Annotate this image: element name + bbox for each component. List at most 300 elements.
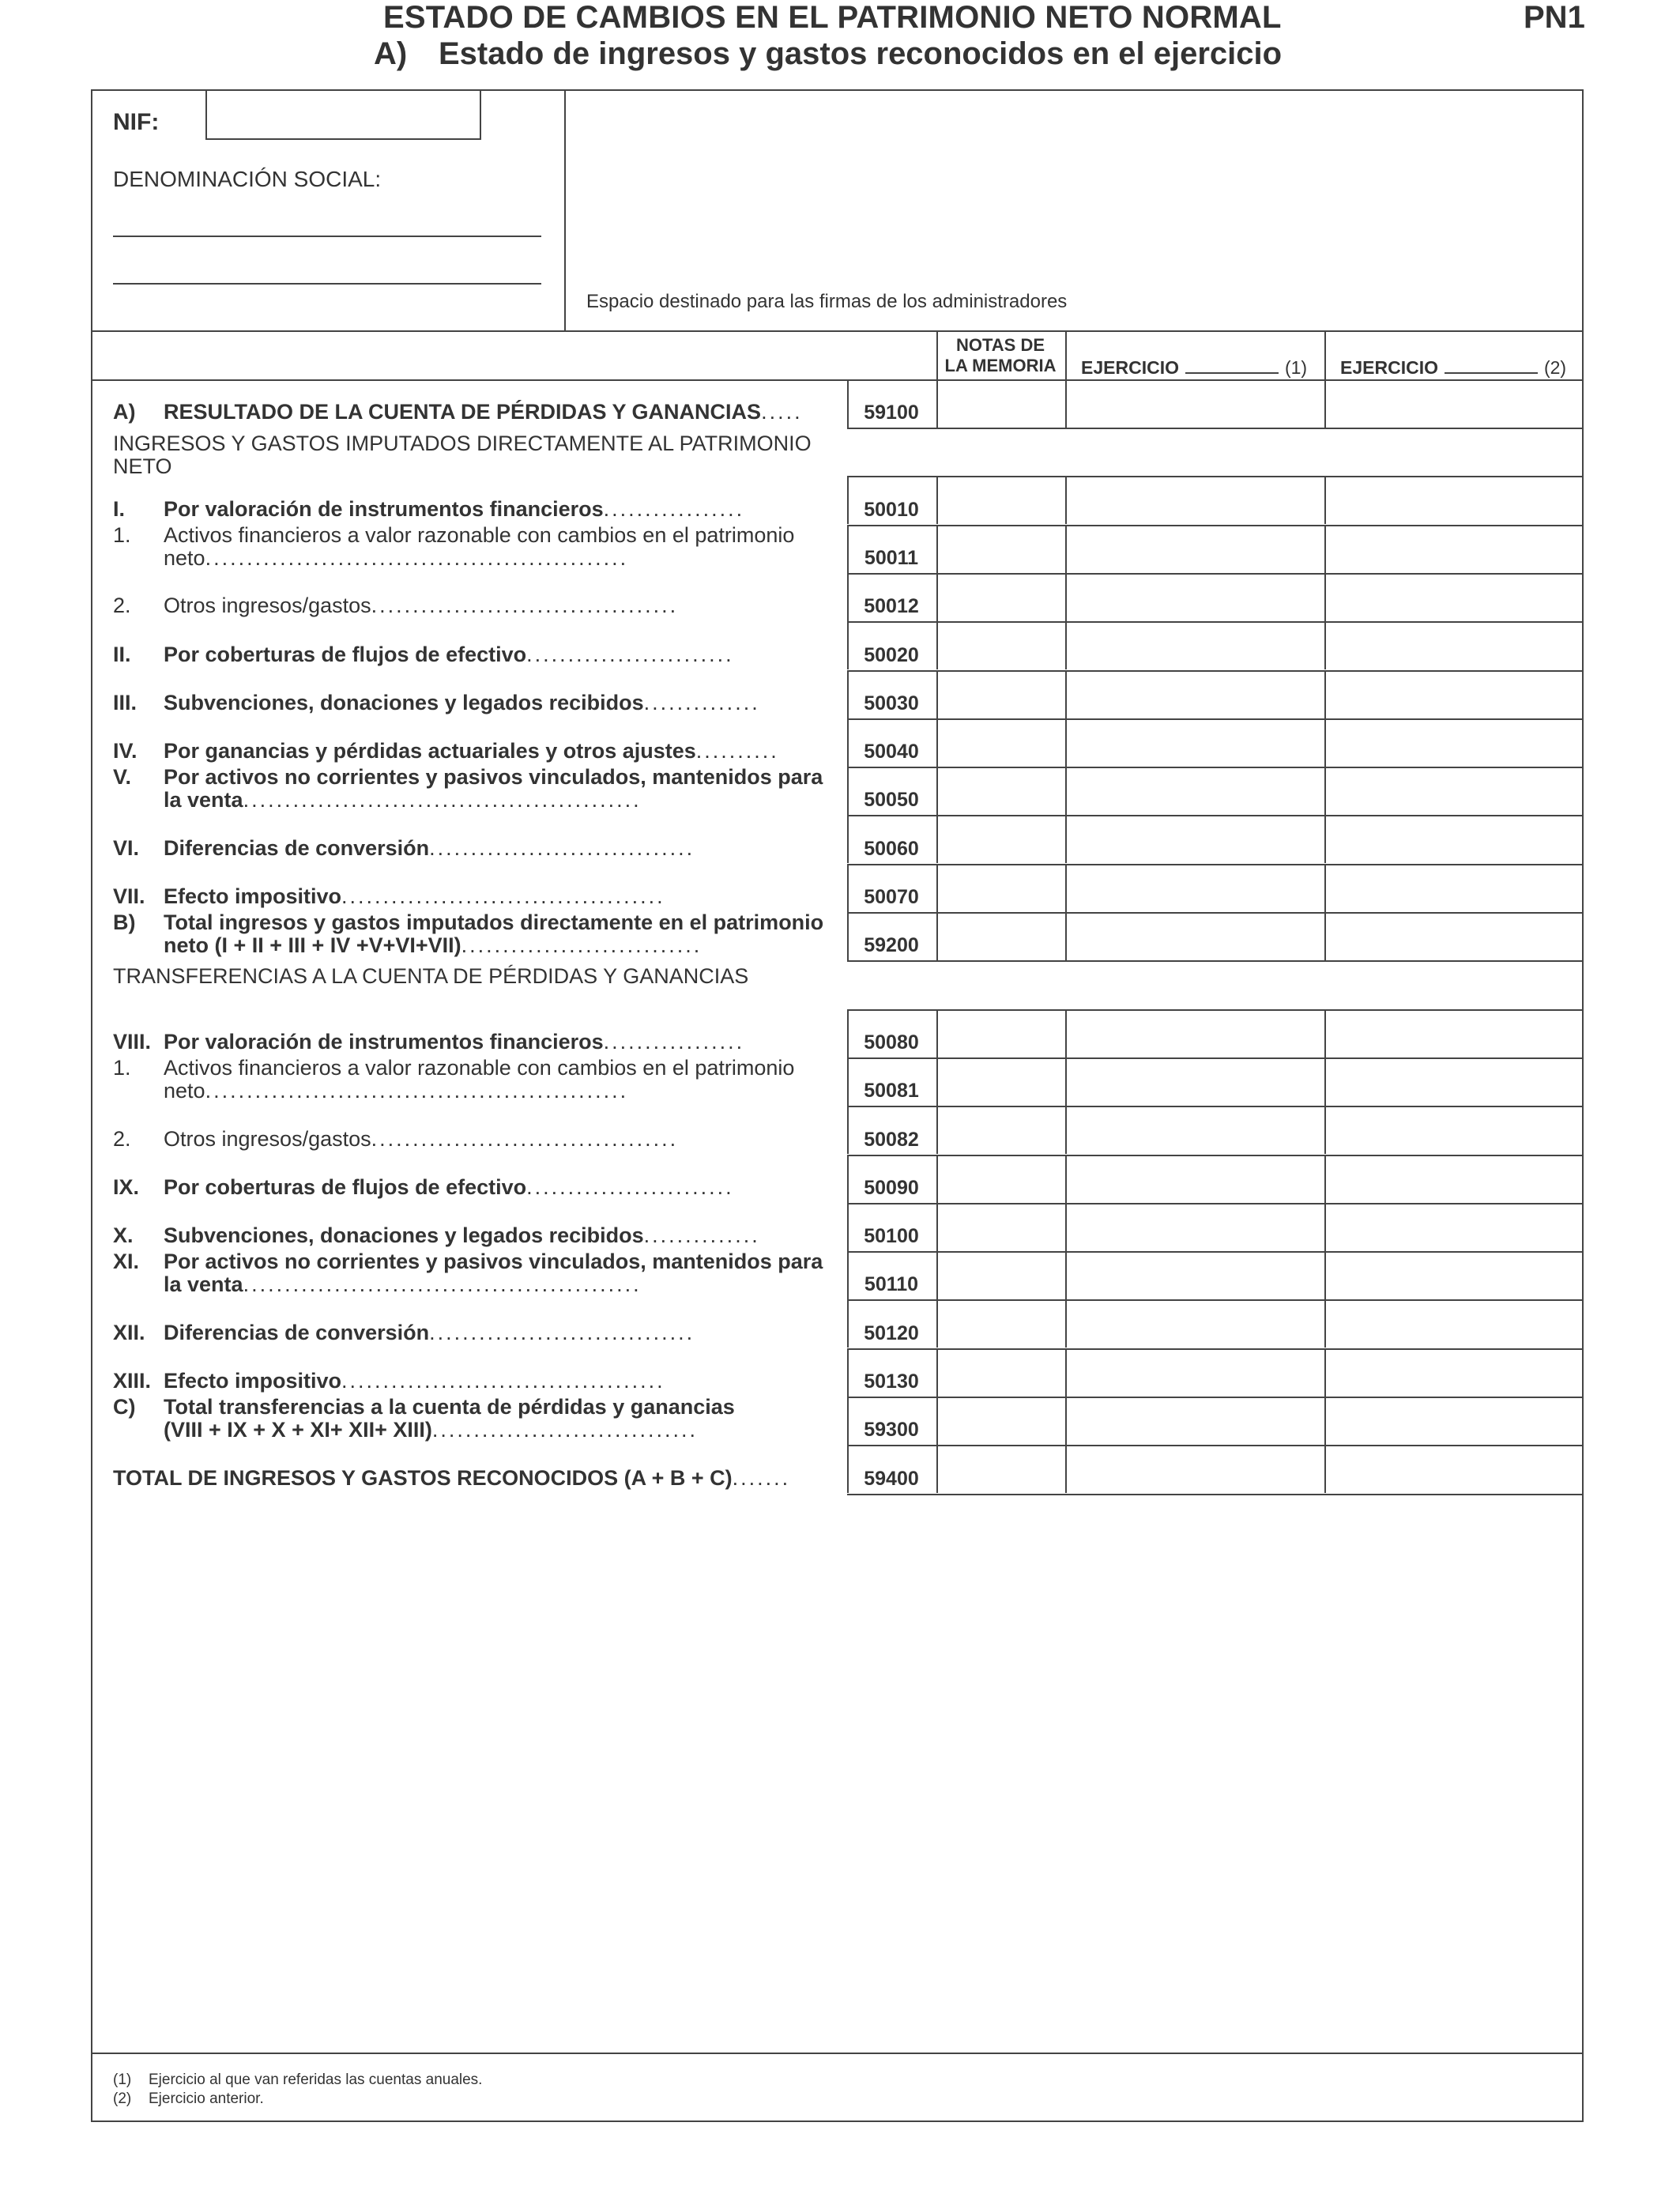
row-label-text: Otros ingresos/gastos <box>164 1127 371 1151</box>
row-rule-top <box>847 476 1584 477</box>
notas-cell[interactable] <box>936 1397 1065 1445</box>
row-rule <box>847 428 1584 429</box>
ejercicio-2-label: EJERCICIO <box>1340 357 1438 378</box>
notas-col-divider <box>936 767 938 815</box>
section-heading-cont: NETO <box>113 454 172 478</box>
leader-dots: ......................... <box>526 1175 734 1199</box>
row-label <box>164 885 946 908</box>
row-code: 50050 <box>864 789 919 811</box>
ejercicio-2-cell[interactable] <box>1324 1009 1584 1057</box>
leader-dots: ................................................... <box>205 1079 629 1103</box>
row-label <box>164 837 946 860</box>
leader-dots: .............. <box>643 1223 760 1247</box>
row-label <box>164 1176 946 1199</box>
row-label-text: Subvenciones, donaciones y legados recibidos <box>164 691 644 714</box>
ej2-col-divider <box>1324 621 1326 669</box>
ej2-col-divider <box>1324 476 1326 524</box>
ejercicio-2-cell[interactable] <box>1324 1397 1584 1445</box>
row-label-line2 <box>164 1419 946 1442</box>
subtitle-text: Estado de ingresos y gastos reconocidos en el ejercicio <box>439 36 1283 71</box>
row-code: 50011 <box>864 547 919 569</box>
ejercicio-1-cell[interactable] <box>1065 1009 1324 1057</box>
denominacion-line-2[interactable] <box>113 283 541 285</box>
row-number: XII. <box>113 1321 145 1344</box>
row-label-text: Por activos no corrientes y pasivos vinculados, mantenidos para <box>164 1250 823 1273</box>
ejercicio-2-cell[interactable] <box>1324 1155 1584 1203</box>
ejercicio-2-cell[interactable] <box>1324 718 1584 767</box>
row-label <box>164 1128 946 1151</box>
row-label <box>164 498 946 521</box>
ejercicio-1-label: EJERCICIO <box>1081 357 1179 378</box>
footnote-rule <box>91 2053 1584 2054</box>
row-code: 50012 <box>864 595 919 617</box>
notas-col-divider <box>936 1445 938 1493</box>
firmas-label: Espacio destinado para las firmas de los administradores <box>586 291 1068 312</box>
ej2-col-divider <box>1324 1299 1326 1348</box>
ej1-col-divider <box>1065 573 1067 621</box>
row-label-line1 <box>164 1370 946 1393</box>
ej2-col-divider <box>1324 1203 1326 1251</box>
row-label-line1 <box>164 498 946 521</box>
row-code: 59400 <box>864 1468 919 1490</box>
row-label-line1 <box>164 837 946 860</box>
row-label-text-cont: neto <box>164 1079 205 1103</box>
row-label-text-cont: neto <box>164 546 205 570</box>
row-label-text: Por valoración de instrumentos financieros <box>164 497 604 521</box>
code-col-divider <box>847 379 849 428</box>
footnote-mark: (1) <box>113 2071 132 2088</box>
row-number: VI. <box>113 836 140 860</box>
leader-dots: ................................................... <box>205 546 629 570</box>
row-number: IV. <box>113 739 137 763</box>
ejercicio-1-cell[interactable] <box>1065 525 1324 573</box>
notas-cell[interactable] <box>936 1445 1065 1493</box>
ejercicio-1-cell[interactable] <box>1065 815 1324 863</box>
row-label <box>164 524 946 570</box>
ej1-col-divider-head <box>1065 330 1067 380</box>
notas-cell[interactable] <box>936 525 1065 573</box>
row-label-line1 <box>164 1396 946 1419</box>
row-code: 50090 <box>864 1177 919 1199</box>
row-number: C) <box>113 1395 136 1419</box>
notas-cell[interactable] <box>936 476 1065 524</box>
row-rule-top <box>847 1009 1584 1011</box>
notas-cell[interactable] <box>936 1009 1065 1057</box>
ejercicio-2-cell[interactable] <box>1324 1251 1584 1299</box>
leader-dots: ................. <box>603 1030 745 1054</box>
notas-cell[interactable] <box>936 1106 1065 1154</box>
ejercicio-1-cell[interactable] <box>1065 1057 1324 1106</box>
row-number: B) <box>113 910 136 934</box>
notas-cell[interactable] <box>936 621 1065 669</box>
notas-col-divider <box>936 379 938 428</box>
row-label-line2 <box>164 1273 946 1296</box>
row-code: 50020 <box>864 644 919 666</box>
ejercicio-1-cell[interactable] <box>1065 864 1324 912</box>
row-label-line1 <box>164 1176 946 1199</box>
ejercicio-1-cell[interactable] <box>1065 1445 1324 1493</box>
ejercicio-2-cell[interactable] <box>1324 1348 1584 1397</box>
ejercicio-1-cell[interactable] <box>1065 767 1324 815</box>
leader-dots: ............................. <box>461 933 703 957</box>
ejercicio-2-cell[interactable] <box>1324 1057 1584 1106</box>
row-label <box>164 740 946 763</box>
row-label <box>164 1250 946 1296</box>
code-col-divider <box>847 1155 849 1203</box>
row-code: 50010 <box>864 499 919 521</box>
ej2-col-divider <box>1324 1106 1326 1154</box>
row-label-line1 <box>164 1321 946 1344</box>
ej1-col-divider <box>1065 1348 1067 1397</box>
ej2-col-divider <box>1324 1155 1326 1203</box>
ej1-col-divider <box>1065 525 1067 573</box>
notas-memoria-header <box>936 335 1064 376</box>
row-code: 59100 <box>864 401 919 424</box>
ej1-col-divider <box>1065 1155 1067 1203</box>
ejercicio-2-cell[interactable] <box>1324 525 1584 573</box>
code-col-divider <box>847 864 849 912</box>
notas-cell[interactable] <box>936 1203 1065 1251</box>
code-col-divider <box>847 621 849 669</box>
row-number: VIII. <box>113 1030 152 1054</box>
ej1-col-divider <box>1065 1445 1067 1493</box>
row-label-line1 <box>164 740 946 763</box>
form-title: ESTADO DE CAMBIOS EN EL PATRIMONIO NETO NORMAL <box>383 0 1282 35</box>
row-code: 50070 <box>864 886 919 908</box>
notas-col-divider <box>936 815 938 863</box>
row-label-text: Por coberturas de flujos de efectivo <box>164 1175 527 1199</box>
ejercicio-2-cell[interactable] <box>1324 815 1584 863</box>
row-number: 1. <box>113 1056 131 1080</box>
ej2-col-divider <box>1324 718 1326 767</box>
ejercicio-1-note: (1) <box>1284 357 1308 378</box>
leader-dots: ................................ <box>429 1321 695 1344</box>
row-label-line2 <box>164 1080 946 1103</box>
ejercicio-1-cell[interactable] <box>1065 1155 1324 1203</box>
notas-col-divider <box>936 1299 938 1348</box>
row-label <box>164 1031 946 1054</box>
code-col-divider <box>847 718 849 767</box>
row-label-line2 <box>164 789 946 812</box>
row-label-text: RESULTADO DE LA CUENTA DE PÉRDIDAS Y GANANCIAS <box>164 400 762 424</box>
row-label-text: Por coberturas de flujos de efectivo <box>164 643 527 666</box>
ejercicio-1-cell[interactable] <box>1065 670 1324 718</box>
row-label-line1 <box>164 885 946 908</box>
notas-cell[interactable] <box>936 573 1065 621</box>
code-col-divider <box>847 573 849 621</box>
row-label <box>164 692 946 714</box>
ejercicio-1-cell[interactable] <box>1065 621 1324 669</box>
row-code: 59300 <box>864 1419 919 1441</box>
ej2-col-divider <box>1324 1348 1326 1397</box>
ejercicio-2-cell[interactable] <box>1324 1299 1584 1348</box>
notas-col-divider <box>936 1251 938 1299</box>
row-label <box>164 643 946 666</box>
row-number: 2. <box>113 1127 131 1151</box>
ej1-col-divider <box>1065 1009 1067 1057</box>
row-label <box>164 1321 946 1344</box>
leader-dots: ................. <box>603 497 745 521</box>
notas-cell[interactable] <box>936 767 1065 815</box>
row-label <box>164 766 946 812</box>
ejercicio-1-cell[interactable] <box>1065 1299 1324 1348</box>
ejercicio-1-cell[interactable] <box>1065 912 1324 960</box>
code-col-divider <box>847 1009 849 1057</box>
ej1-col-divider <box>1065 670 1067 718</box>
row-label-line1 <box>164 1250 946 1273</box>
code-col-divider <box>847 670 849 718</box>
notas-col-divider <box>936 1009 938 1057</box>
row-label-text: Subvenciones, donaciones y legados recibidos <box>164 1223 644 1247</box>
code-col-divider <box>847 912 849 960</box>
notas-col-divider <box>936 476 938 524</box>
row-label-line1 <box>113 1467 895 1490</box>
ejercicio-1-cell[interactable] <box>1065 1251 1324 1299</box>
ejercicio-2-cell[interactable] <box>1324 621 1584 669</box>
notas-cell[interactable] <box>936 379 1065 428</box>
leader-dots: ....................................... <box>341 884 665 908</box>
row-label <box>164 911 946 957</box>
notas-col-divider <box>936 1057 938 1106</box>
row-number: X. <box>113 1223 134 1247</box>
notas-cell[interactable] <box>936 1155 1065 1203</box>
notas-cell[interactable] <box>936 815 1065 863</box>
section-heading: TRANSFERENCIAS A LA CUENTA DE PÉRDIDAS Y GANANCIAS <box>113 964 749 988</box>
notas-cell[interactable] <box>936 912 1065 960</box>
notas-col-divider <box>936 1106 938 1154</box>
nif-label: NIF: <box>113 109 160 135</box>
row-code: 50130 <box>864 1370 919 1393</box>
ej2-col-divider <box>1324 815 1326 863</box>
ej2-col-divider <box>1324 864 1326 912</box>
ejercicio-2-cell[interactable] <box>1324 379 1584 428</box>
ejercicio-1-cell[interactable] <box>1065 1203 1324 1251</box>
row-label-text: Efecto impositivo <box>164 1369 342 1393</box>
notas-col-divider <box>936 573 938 621</box>
ejercicio-1-header <box>1081 356 1307 379</box>
notas-col-divider <box>936 621 938 669</box>
row-label-text: Diferencias de conversión <box>164 836 430 860</box>
row-label-text: Efecto impositivo <box>164 884 342 908</box>
notas-col-divider-head <box>936 330 938 380</box>
form-code: PN1 <box>1524 0 1585 35</box>
ej2-col-divider <box>1324 379 1326 428</box>
row-label-line1 <box>164 766 946 789</box>
ejercicio-1-cell[interactable] <box>1065 573 1324 621</box>
ej1-col-divider <box>1065 1203 1067 1251</box>
notas-col-divider <box>936 525 938 573</box>
leader-dots: .............. <box>643 691 760 714</box>
ejercicio-2-cell[interactable] <box>1324 1106 1584 1154</box>
notas-cell[interactable] <box>936 670 1065 718</box>
ej1-col-divider <box>1065 379 1067 428</box>
row-number: 1. <box>113 523 131 547</box>
row-label-line1 <box>164 692 946 714</box>
code-col-divider <box>847 1057 849 1106</box>
ej1-col-divider <box>1065 767 1067 815</box>
row-label-text: Total ingresos y gastos imputados directamente en el patrimonio <box>164 910 824 934</box>
ejercicio-2-cell[interactable] <box>1324 912 1584 960</box>
notas-cell[interactable] <box>936 1348 1065 1397</box>
row-label-text: Diferencias de conversión <box>164 1321 430 1344</box>
leader-dots: ................................ <box>431 1418 698 1442</box>
ejercicio-2-cell[interactable] <box>1324 1203 1584 1251</box>
ejercicio-1-cell[interactable] <box>1065 1348 1324 1397</box>
leader-dots: ....... <box>732 1466 791 1490</box>
row-label <box>164 594 946 617</box>
notas-col-divider <box>936 1397 938 1445</box>
ej2-col-divider <box>1324 1057 1326 1106</box>
row-label-line2 <box>164 934 946 957</box>
row-label-text: Por valoración de instrumentos financieros <box>164 1030 604 1054</box>
row-number: III. <box>113 691 137 714</box>
notas-col-divider <box>936 1203 938 1251</box>
ejercicio-1-cell[interactable] <box>1065 1397 1324 1445</box>
ejercicio-1-cell[interactable] <box>1065 476 1324 524</box>
denominacion-label: DENOMINACIÓN SOCIAL: <box>113 167 382 191</box>
notas-col-divider <box>936 718 938 767</box>
row-rule <box>847 1494 1584 1495</box>
ej1-col-divider <box>1065 1106 1067 1154</box>
row-label-text-cont: neto (I + II + III + IV +V+VI+VII) <box>164 933 461 957</box>
leader-dots: ..... <box>761 400 803 424</box>
subtitle-code: A) <box>374 36 408 71</box>
row-label-line1 <box>164 643 946 666</box>
leader-dots: ....................................... <box>341 1369 665 1393</box>
code-col-divider <box>847 767 849 815</box>
notas-cell[interactable] <box>936 718 1065 767</box>
code-col-divider <box>847 1203 849 1251</box>
leader-dots: ................................ <box>429 836 695 860</box>
ej2-col-divider <box>1324 1009 1326 1057</box>
footnote-mark: (2) <box>113 2090 132 2107</box>
row-code: 50060 <box>864 838 919 860</box>
row-number: IX. <box>113 1175 140 1199</box>
row-label-line1 <box>164 1224 946 1247</box>
ejercicio-1-cell[interactable] <box>1065 379 1324 428</box>
row-number: I. <box>113 497 126 521</box>
row-label-text-cont: (VIII + IX + X + XI+ XII+ XIII) <box>164 1418 432 1442</box>
denominacion-line-1[interactable] <box>113 236 541 237</box>
row-code: 50082 <box>864 1129 919 1151</box>
ej1-col-divider <box>1065 476 1067 524</box>
row-code: 50100 <box>864 1225 919 1247</box>
row-label <box>164 401 946 424</box>
ejercicio-2-cell[interactable] <box>1324 1445 1584 1493</box>
row-label-line2 <box>164 547 946 570</box>
row-number: VII. <box>113 884 145 908</box>
row-label-line1 <box>164 1128 946 1151</box>
code-col-divider <box>847 1251 849 1299</box>
leader-dots: ..................................... <box>371 1127 679 1151</box>
row-label-line1 <box>164 594 946 617</box>
nif-input-box[interactable] <box>205 89 481 140</box>
leader-dots: ..................................... <box>371 594 679 617</box>
row-code: 50081 <box>864 1080 919 1102</box>
signature-divider <box>564 89 566 331</box>
ej1-col-divider <box>1065 1397 1067 1445</box>
ejercicio-1-year-blank[interactable] <box>1185 356 1279 374</box>
ej1-col-divider <box>1065 864 1067 912</box>
row-label-text: Por ganancias y pérdidas actuariales y otros ajustes <box>164 739 696 763</box>
row-label-line1 <box>164 1031 946 1054</box>
row-number: 2. <box>113 594 131 617</box>
row-label-line1 <box>164 524 946 547</box>
row-label-line1 <box>164 911 946 934</box>
notas-cell[interactable] <box>936 1057 1065 1106</box>
footnote <box>113 2071 482 2089</box>
ej1-col-divider <box>1065 1299 1067 1348</box>
ej2-col-divider <box>1324 912 1326 960</box>
ej2-col-divider-head <box>1324 330 1326 380</box>
notas-header-line1: NOTAS DE <box>955 335 1045 355</box>
ejercicio-1-cell[interactable] <box>1065 718 1324 767</box>
row-label-text: Total transferencias a la cuenta de pérdidas y ganancias <box>164 1395 735 1419</box>
ej1-col-divider <box>1065 912 1067 960</box>
ejercicio-2-cell[interactable] <box>1324 476 1584 524</box>
footnote-text: Ejercicio anterior. <box>149 2090 264 2107</box>
row-rule <box>847 960 1584 962</box>
code-col-divider <box>847 1299 849 1348</box>
ejercicio-2-cell[interactable] <box>1324 864 1584 912</box>
code-col-divider <box>847 1348 849 1397</box>
code-col-divider <box>847 525 849 573</box>
ejercicio-2-cell[interactable] <box>1324 573 1584 621</box>
row-code: 50120 <box>864 1322 919 1344</box>
ejercicio-2-note: (2) <box>1543 357 1567 378</box>
section-heading: INGRESOS Y GASTOS IMPUTADOS DIRECTAMENTE AL PATRIMONIO <box>113 432 812 455</box>
notas-header-line2: LA MEMORIA <box>944 356 1057 375</box>
notas-col-divider <box>936 670 938 718</box>
row-code: 50080 <box>864 1031 919 1054</box>
ejercicio-1-cell[interactable] <box>1065 1106 1324 1154</box>
row-label <box>113 1467 895 1490</box>
notas-cell[interactable] <box>936 1299 1065 1348</box>
ej2-col-divider <box>1324 1397 1326 1445</box>
ej1-col-divider <box>1065 1251 1067 1299</box>
row-number: A) <box>113 400 136 424</box>
code-col-divider <box>847 1397 849 1445</box>
ej1-col-divider <box>1065 815 1067 863</box>
notas-cell[interactable] <box>936 1251 1065 1299</box>
footnote-text: Ejercicio al que van referidas las cuentas anuales. <box>149 2071 483 2088</box>
leader-dots: ......................... <box>526 643 734 666</box>
row-code: 50110 <box>864 1273 919 1295</box>
code-col-divider <box>847 1445 849 1493</box>
ej1-col-divider <box>1065 621 1067 669</box>
ejercicio-2-cell[interactable] <box>1324 670 1584 718</box>
row-label-text-cont: la venta <box>164 788 243 812</box>
code-col-divider <box>847 476 849 524</box>
leader-dots: .......... <box>695 739 779 763</box>
notas-col-divider <box>936 1155 938 1203</box>
ej2-col-divider <box>1324 1445 1326 1493</box>
row-label <box>164 1057 946 1103</box>
row-number: XIII. <box>113 1369 152 1393</box>
ident-bottom-rule <box>91 330 1584 332</box>
row-code: 50030 <box>864 692 919 714</box>
notas-col-divider <box>936 864 938 912</box>
ejercicio-2-year-blank[interactable] <box>1445 356 1538 374</box>
row-label-text: Activos financieros a valor razonable con cambios en el patrimonio <box>164 523 795 547</box>
row-code: 59200 <box>864 934 919 956</box>
leader-dots: ................................................ <box>243 788 642 812</box>
notas-col-divider <box>936 1348 938 1397</box>
ejercicio-2-cell[interactable] <box>1324 767 1584 815</box>
footnote <box>113 2090 264 2108</box>
ej1-col-divider <box>1065 1057 1067 1106</box>
notas-cell[interactable] <box>936 864 1065 912</box>
